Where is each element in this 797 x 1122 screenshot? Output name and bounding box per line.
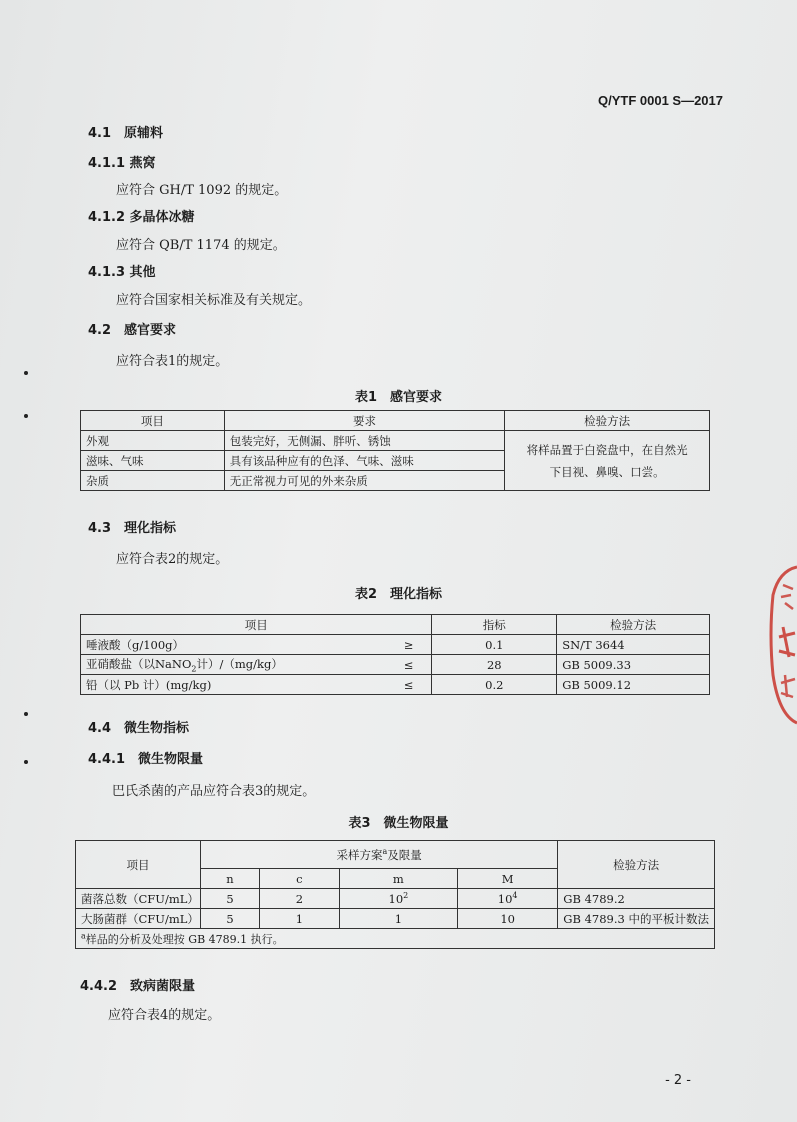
table3-row2-method: GB 4789.3 中的平板计数法 [558, 909, 715, 929]
paragraph-4-4-2: 应符合表4的规定。 [108, 1008, 221, 1023]
table2-row2-method: GB 5009.33 [557, 655, 710, 675]
table2-row3-value: 0.2 [432, 675, 557, 695]
table3-row2-M: 10 [458, 909, 558, 929]
heading-4-4: 4.4 微生物指标 [88, 721, 190, 736]
table2-row3-operator: ≤ [352, 675, 432, 695]
table1-row2-requirement: 具有该品种应有的色泽、气味、滋味 [224, 451, 505, 471]
table3-row2-m: 1 [339, 909, 457, 929]
heading-4-1: 4.1 原辅料 [88, 126, 164, 141]
table3-row1-m-base: 10 [388, 891, 404, 906]
table2-row3-item: 铅（以 Pb 计）(mg/kg) [81, 675, 353, 695]
table1-header-requirement: 要求 [224, 411, 505, 431]
table3-microbiological [75, 840, 715, 949]
table3-header-plan [200, 841, 557, 869]
table1-header-item: 项目 [81, 411, 225, 431]
paragraph-4-1-2: 应符合 QB/T 1174 的规定。 [116, 238, 286, 253]
heading-4-1-1: 4.1.1 燕窝 [88, 156, 156, 171]
paragraph-4-1-1: 应符合 GH/T 1092 的规定。 [116, 183, 288, 198]
red-seal-stamp-icon [767, 565, 797, 725]
table2-row1-item: 唾液酸（g/100g） [81, 635, 353, 655]
table2-header-indicator: 指标 [432, 615, 557, 635]
table3-footnote [76, 929, 715, 949]
table2-row2-item-pre: 亚硝酸盐（以NaNO [86, 656, 192, 671]
table2-row2-operator: ≤ [352, 655, 432, 675]
table1-row2-item: 滋味、气味 [81, 451, 225, 471]
table3-subheader-M: M [458, 869, 558, 889]
table3-row1-m-exp: 2 [403, 891, 409, 901]
margin-dot [24, 371, 28, 375]
table3-row2-c: 1 [260, 909, 340, 929]
margin-dot [24, 414, 28, 418]
table3-row1-item: 菌落总数（CFU/mL） [76, 889, 201, 909]
table1-method-line2: 下目视、鼻嗅、口尝。 [549, 464, 665, 479]
table3-header-item: 项目 [76, 841, 201, 889]
heading-4-1-3: 4.1.3 其他 [88, 265, 156, 280]
table2-caption: 表2 理化指标 [354, 587, 443, 602]
margin-dot [24, 712, 28, 716]
table2-row1-method: SN/T 3644 [557, 635, 710, 655]
table1-sensory [80, 410, 710, 491]
table3-subheader-n: n [200, 869, 259, 889]
table3-row1-M-exp: 4 [512, 891, 518, 901]
table2-physicochemical [80, 614, 710, 695]
table1-caption: 表1 感官要求 [354, 390, 443, 405]
heading-4-1-2: 4.1.2 多晶体冰糖 [88, 210, 195, 225]
table3-subheader-m: m [339, 869, 457, 889]
heading-4-4-1: 4.4.1 微生物限量 [88, 752, 204, 767]
heading-4-2: 4.2 感官要求 [88, 323, 177, 338]
table1-header-method: 检验方法 [505, 411, 710, 431]
paragraph-4-1-3: 应符合国家相关标准及有关规定。 [116, 293, 312, 308]
table3-row1-c: 2 [260, 889, 340, 909]
table1-row1-requirement: 包装完好，无侧漏、胖听、锈蚀 [224, 431, 505, 451]
table3-row1-M [458, 889, 558, 909]
table3-row1-M-base: 10 [497, 891, 513, 906]
table2-row2-item [81, 655, 353, 675]
table1-row1-item: 外观 [81, 431, 225, 451]
table2-row2-item-post: 计）/（mg/kg） [196, 656, 283, 671]
table2-row1-value: 0.1 [432, 635, 557, 655]
table2-header-item: 项目 [81, 615, 432, 635]
paragraph-4-4-1: 巴氏杀菌的产品应符合表3的规定。 [112, 784, 316, 799]
paragraph-4-3: 应符合表2的规定。 [116, 552, 229, 567]
paragraph-4-2: 应符合表1的规定。 [116, 354, 229, 369]
heading-4-4-2: 4.4.2 致病菌限量 [80, 979, 196, 994]
table1-method-cell [505, 431, 710, 491]
table3-header-plan-post: 及限量 [387, 847, 422, 862]
table3-header-method: 检验方法 [558, 841, 715, 889]
table1-method-line1: 将样品置于白瓷盘中，在自然光 [526, 442, 688, 457]
table2-row3-method: GB 5009.12 [557, 675, 710, 695]
table3-row1-n: 5 [200, 889, 259, 909]
page-number: - 2 - [665, 1073, 691, 1088]
table1-row3-requirement: 无正常视力可见的外来杂质 [224, 471, 505, 491]
standard-number-header: Q/YTF 0001 S—2017 [597, 93, 723, 108]
table2-row2-item-sub: 2 [191, 664, 197, 674]
table3-caption: 表3 微生物限量 [348, 816, 449, 831]
table3-row1-m [339, 889, 457, 909]
table2-row2-value: 28 [432, 655, 557, 675]
table2-header-method: 检验方法 [557, 615, 710, 635]
table3-row2-item: 大肠菌群（CFU/mL） [76, 909, 201, 929]
table3-header-plan-pre: 采样方案 [336, 847, 383, 862]
table3-footnote-text: 样品的分析及处理按 GB 4789.1 执行。 [85, 932, 284, 946]
table1-row3-item: 杂质 [81, 471, 225, 491]
table3-footnote-sup: a [81, 930, 86, 940]
table3-subheader-c: c [260, 869, 340, 889]
margin-dot [24, 760, 28, 764]
table3-row2-n: 5 [200, 909, 259, 929]
table3-row1-method: GB 4789.2 [558, 889, 715, 909]
table3-header-plan-sup: a [382, 846, 388, 856]
heading-4-3: 4.3 理化指标 [88, 521, 177, 536]
table2-row1-operator: ≥ [352, 635, 432, 655]
